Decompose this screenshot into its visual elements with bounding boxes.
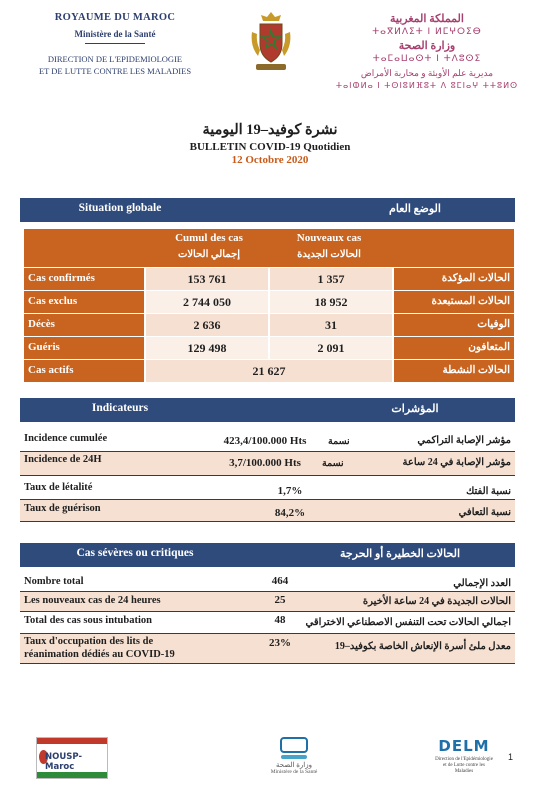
severe-label-fr: Les nouveaux cas de 24 heures [24,595,161,606]
indicator-label-fr: Taux de guérison [24,503,101,514]
delm-logo-text: DELM [438,737,490,755]
row-label-fr: Cas actifs [24,360,144,382]
new-value: 18 952 [270,291,392,313]
list-item [20,612,515,634]
header-right-arabic [332,12,522,90]
direction-name-fr-line1: DIRECTION DE L'EPIDEMIOLOGIE [47,54,183,64]
list-item [20,452,515,476]
table-row [24,267,514,290]
indicator-value: 84,2% [274,507,306,519]
ministry-health-logo [270,737,318,777]
page-number: 1 [508,752,514,762]
row-label-fr: Cas confirmés [24,268,144,290]
list-item [20,500,515,522]
direction-name-fr-line2: ET DE LUTTE CONTRE LES MALADIES [38,66,192,76]
indicator-label-fr: Incidence de 24H [24,454,102,465]
new-value: 2 091 [270,337,392,359]
indicator-value: 3,7/100.000 Hts [229,457,301,469]
severe-label-ar: الحالات الجديدة في 24 ساعة الأخيرة [362,596,511,607]
list-item [20,476,515,500]
severe-label-fr-line2: réanimation dédiés au COVID-19 [24,649,175,660]
cumul-value: 2 636 [146,314,268,336]
header-left-french [20,12,210,76]
situation-table [24,229,514,382]
ministry-logo-icon [280,737,308,753]
active-value: 21 627 [146,360,392,382]
direction-name-tifinagh: ⵜⴰⵏⵀⵍⴰ ⵏ ⵜⵙⵏⵓⵍⴼⵓⵜ ⴷ ⵓⵎⵏⴰⵖ ⵜⵜⵓⵍⵙ [335,81,519,90]
direction-name-ar: مديرية علم الأوبئة و محاربة الأمراض [360,68,494,78]
row-label-ar: الحالات المستبعدة [394,291,514,313]
severe-value: 25 [274,594,286,606]
bulletin-title [0,122,540,166]
severe-title-fr: Cas sévères ou critiques [76,547,194,559]
situation-title-fr: Situation globale [78,202,162,214]
severe-label-ar: اجمالي الحالات تحت التنفس الاصطناعي الاختراقي [305,617,511,628]
table-row-active-cases [24,359,514,382]
row-label-fr: Cas exclus [24,291,144,313]
ministry-logo-ar: وزارة الصحة [276,761,312,769]
severe-label-ar: العدد الإجمالي [453,578,511,589]
logo-stripe-green [37,772,107,778]
kingdom-name-tifinagh: ⵜⴰⴳⵍⴷⵉⵜ ⵏ ⵍⵎⵖⵔⵉⴱ [372,27,482,37]
list-item [20,430,515,452]
col-new-ar: الحالات الجديدة [297,249,361,260]
situation-section-bar [20,198,515,222]
table-row [24,290,514,313]
indicator-unit-ar: نسمة [328,437,350,447]
indicator-label-fr: Incidence cumulée [24,433,108,444]
bulletin-title-ar: نشرة كوفيد–19 اليومية [202,122,338,138]
indicator-label-ar: نسبة الفتك [466,486,511,497]
severe-section-bar [20,543,515,567]
kingdom-name-fr: ROYAUME DU MAROC [54,12,176,23]
severe-title-ar: الحالات الخطيرة أو الحرجة [339,548,461,560]
col-new-fr: Nouveaux cas [296,232,362,244]
list-item [20,574,515,592]
nousp-maroc-logo [36,737,108,779]
bulletin-title-fr: BULLETIN COVID-19 Quotidien [189,141,351,153]
severe-label-fr: Nombre total [24,576,84,587]
cumul-value: 2 744 050 [146,291,268,313]
delm-logo-subtitle: Direction de l'Epidémiologie et de Lutte contre les Maladies [435,757,493,774]
list-item [20,592,515,612]
new-value: 1 357 [270,268,392,290]
header-divider [85,43,145,44]
row-label-ar: الحالات المؤكدة [394,268,514,290]
cumul-value: 129 498 [146,337,268,359]
ministry-name-fr: Ministère de la Santé [74,29,156,39]
ministry-name-tifinagh: ⵜⴰⵎⴰⵡⴰⵙⵜ ⵏ ⵜⴷⵓⵙⵉ [372,54,482,64]
indicator-value: 423,4/100.000 Hts [223,435,307,447]
severe-label-ar: معدل ملئ أسرة الإنعاش الخاصة بكوفيد–19 [334,641,511,652]
row-label-ar: الوفيات [394,314,514,336]
logo-stripe-red [37,738,107,744]
indicators-title-ar: المؤشرات [391,403,439,415]
severe-label-fr: Total des cas sous intubation [24,615,152,626]
indicator-label-fr: Taux de létalité [24,482,93,493]
ministry-logo-wave-icon [281,755,307,759]
ministry-logo-fr: Ministère de la Santé [270,769,318,775]
table-row [24,313,514,336]
severe-label-fr-line1: Taux d'occupation des lits de [24,636,154,647]
nousp-logo-text: NOUSP-Maroc [45,752,82,772]
bulletin-date: 12 Octobre 2020 [231,154,309,166]
situation-table-header [24,229,514,267]
row-label-fr: Guéris [24,337,144,359]
indicator-label-ar: مؤشر الإصابة في 24 ساعة [402,457,511,468]
kingdom-name-ar: المملكة المغربية [390,13,464,25]
indicator-label-ar: نسبة التعافي [458,507,511,518]
col-cumul-fr: Cumul des cas [175,232,243,244]
row-label-ar: المتعافون [394,337,514,359]
cumul-value: 153 761 [146,268,268,290]
situation-title-ar: الوضع العام [389,203,441,215]
indicators-title-fr: Indicateurs [91,402,149,414]
royal-coat-of-arms-icon [248,10,294,76]
list-item [20,634,515,664]
ministry-name-ar: وزارة الصحة [398,40,456,52]
severe-value: 464 [271,575,289,587]
delm-logo [434,737,494,779]
severe-value: 23% [269,637,291,649]
row-label-fr: Décès [24,314,144,336]
new-value: 31 [270,314,392,336]
row-label-ar: الحالات النشطة [394,360,514,382]
severe-value: 48 [274,614,286,626]
indicator-value: 1,7% [277,485,303,497]
col-cumul-ar: إجمالي الحالات [177,249,241,260]
indicator-label-ar: مؤشر الإصابة التراكمي [417,435,511,446]
indicator-unit-ar: نسمة [322,459,344,469]
indicators-section-bar [20,398,515,422]
table-row [24,336,514,359]
